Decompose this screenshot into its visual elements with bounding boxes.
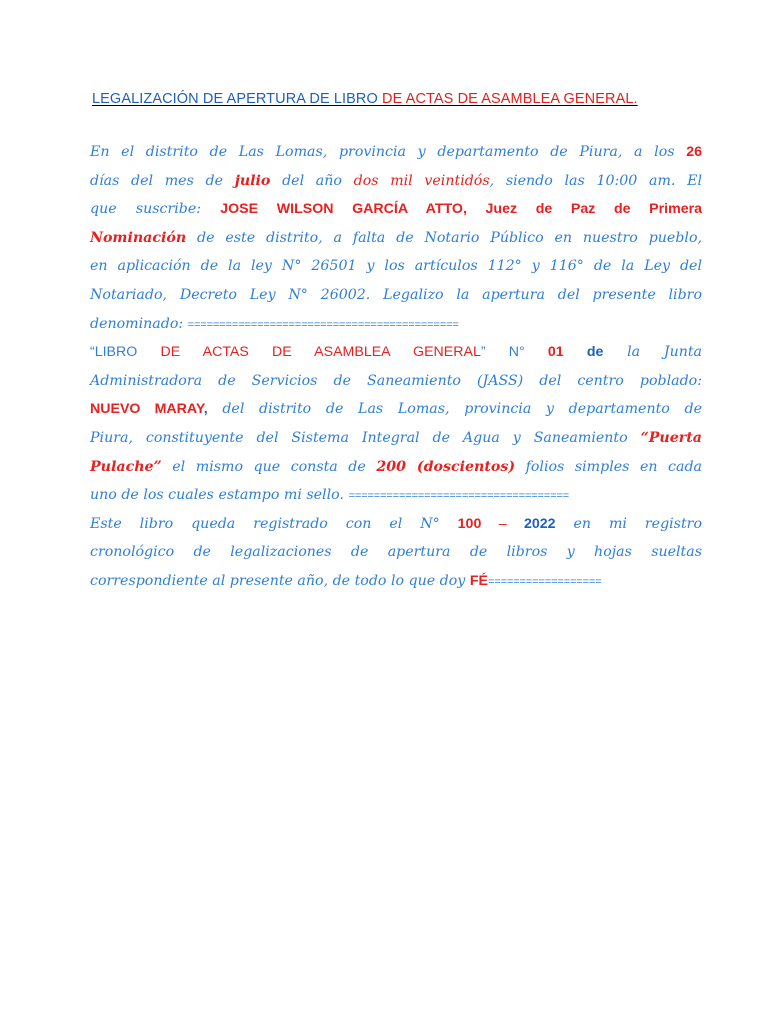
p2-text: “LIBRO — [90, 344, 161, 361]
document-body — [90, 138, 702, 596]
fill-line: =================================== — [348, 491, 569, 504]
p3-text: en mi registro — [555, 515, 702, 532]
fill-line: ================== — [487, 576, 602, 589]
p3-line-3 — [90, 567, 702, 596]
p1-text: de este distrito, a falta de Notario Público en nuestro pueblo, — [186, 229, 702, 246]
judge-name: JOSE WILSON GARCÍA ATTO, Juez de Paz de Primera — [220, 201, 702, 218]
p1-line-2 — [90, 167, 702, 196]
p2-text: Piura, constituyente del Sistema Integral de Agua y Saneamiento — [90, 429, 641, 446]
title-part-2: DE ACTAS DE ASAMBLEA GENERAL. — [382, 91, 638, 107]
p1-text: en aplicación de la ley N° 26501 y los artículos 112° y 116° de la Ley del — [90, 258, 702, 275]
p3-text: Este libro queda registrado con el N° — [90, 515, 458, 532]
p2-line-5 — [90, 453, 702, 482]
p2-text: de — [563, 344, 604, 361]
title-part-1: LEGALIZACIÓN DE APERTURA DE LIBRO — [92, 91, 382, 107]
day-number: 26 — [686, 144, 702, 160]
p1-text: En el distrito de Las Lomas, provincia y departamento de Piura, a los — [90, 144, 687, 160]
book-number: 01 — [547, 344, 564, 361]
p1-text: denominado: — [90, 315, 188, 332]
village-name: NUEVO MARAY — [90, 401, 204, 418]
p3-text: cronológico de legalizaciones de apertura de libros y hojas sueltas — [90, 544, 702, 561]
folio-count: 200 (doscientos) — [376, 458, 516, 475]
p2-line-2 — [90, 367, 702, 396]
p2-line-1 — [90, 338, 702, 367]
p2-line-3 — [90, 395, 702, 424]
p1-line-4 — [90, 224, 702, 253]
year-words: dos mil veintidós — [353, 172, 490, 189]
fe-word: FÉ — [469, 572, 488, 589]
p1-text: del año — [270, 172, 354, 189]
p1-text: que suscribe: — [90, 201, 221, 218]
p3-text: correspondiente al presente año, de todo lo que doy — [90, 572, 470, 589]
p3-line-1 — [90, 510, 702, 539]
p1-line-7 — [90, 310, 702, 339]
p2-text: Administradora de Servicios de Saneamiento (JASS) del centro poblado: — [90, 372, 702, 389]
system-name: Pulache” — [90, 458, 162, 475]
p1-text: , siendo las 10:00 am. El — [489, 172, 703, 189]
system-name: “Puerta — [640, 429, 702, 446]
month-name: julio — [234, 172, 271, 189]
p2-text: uno de los cuales estampo mi sello. — [90, 487, 349, 504]
p2-text: el mismo que consta de — [161, 458, 377, 475]
p2-text: folios simples en cada — [515, 458, 702, 475]
registry-year: 2022 — [523, 515, 556, 532]
p1-line-6 — [90, 281, 702, 310]
p3-line-2 — [90, 538, 702, 567]
registry-number: 100 — [457, 515, 482, 532]
p2-text: del distrito de Las Lomas, provincia y departamento de — [207, 401, 702, 418]
p1-line-3 — [90, 195, 702, 224]
fill-line: =========================================== — [187, 319, 459, 332]
p2-text: , — [203, 401, 208, 418]
p2-text: ” N° — [480, 344, 548, 361]
p2-line-6 — [90, 481, 702, 510]
p2-line-4 — [90, 424, 702, 453]
p1-line-1 — [90, 138, 702, 167]
p2-text: la Junta — [603, 344, 703, 361]
p1-text: días del mes de — [90, 172, 235, 189]
book-name: DE ACTAS DE ASAMBLEA GENERAL — [160, 344, 481, 361]
p1-text: Notariado, Decreto Ley N° 26002. Legalizo la apertura del presente libro — [90, 286, 702, 303]
document-title — [92, 91, 712, 107]
p1-line-5 — [90, 252, 702, 281]
nomination: Nominación — [90, 229, 187, 246]
p3-text: – — [481, 515, 524, 532]
